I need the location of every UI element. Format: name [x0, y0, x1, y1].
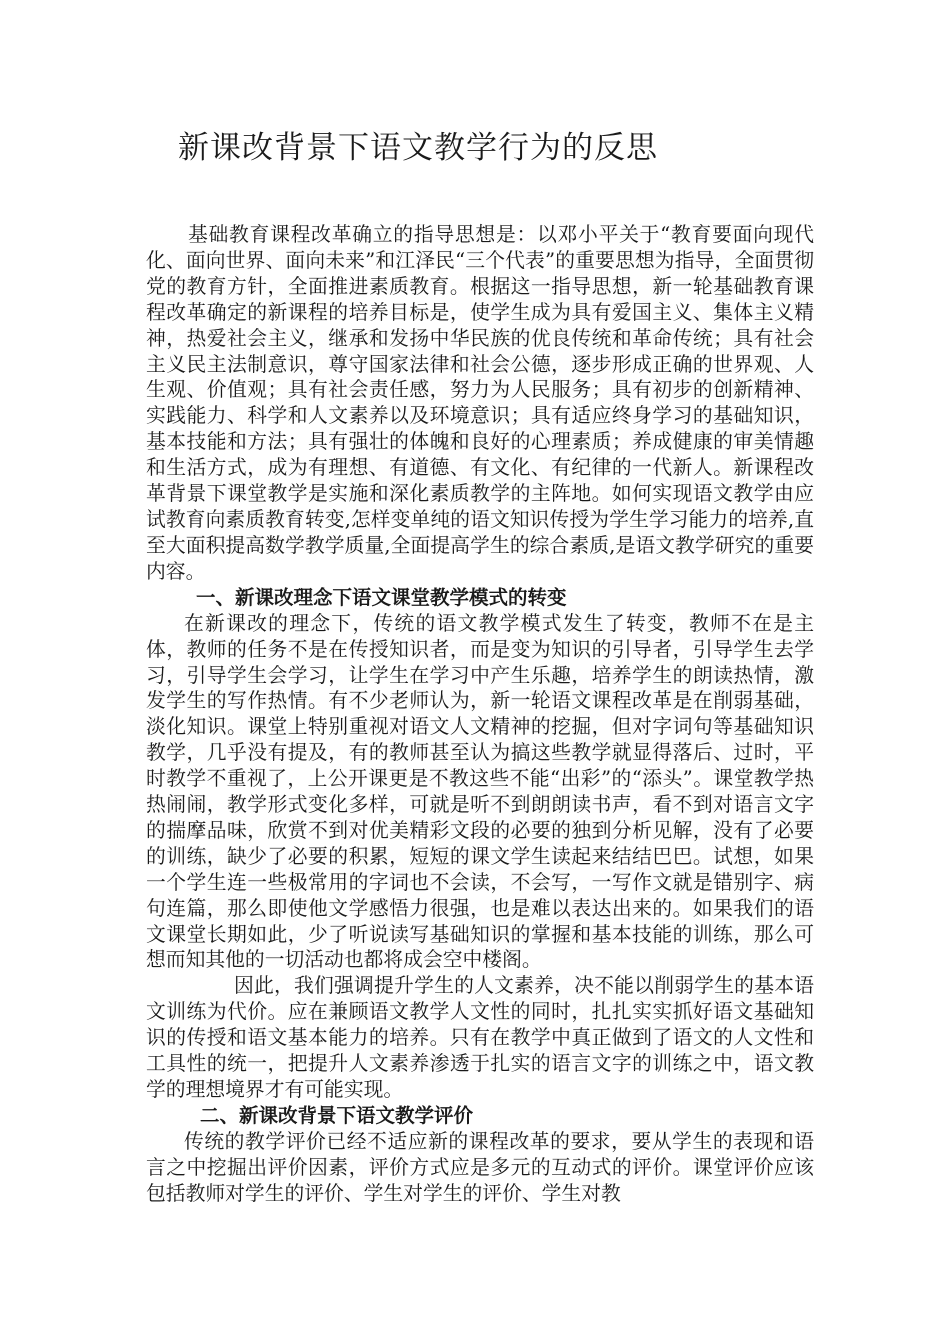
section-1-paragraph-2: 因此，我们强调提升学生的人文素养，决不能以削弱学生的基本语文训练为代价。应在兼顾语文教学人文性的同时，扎扎实实抓好语文基础知识的传授和语文基本能力的培养。只有在教学中真正做到了语文的人文性和工具性的统一，把提升人文素养渗透于扎实的语言文字的训练之中，语文教学的理想境界才有可能实现。: [146, 974, 814, 1101]
document-body: [146, 222, 814, 1207]
intro-paragraph: 基础教育课程改革确立的指导思想是：以邓小平关于“教育要面向现代化、面向世界、面向未来”和江泽民“三个代表”的重要思想为指导，全面贯彻党的教育方针，全面推进素质教育。根据这一指导思想，新一轮基础教育课程改革确定的新课程的培养目标是，使学生成为具有爱国主义、集体主义精神，热爱社会主义，继承和发扬中华民族的优良传统和革命传统；具有社会主义民主法制意识，尊守国家法律和社会公德，逐步形成正确的世界观、人生观、价值观；具有社会责任感，努力为人民服务；具有初步的创新精神、实践能力、科学和人文素养以及环境意识；具有适应终身学习的基础知识，基本技能和方法；具有强壮的体魄和良好的心理素质；养成健康的审美情趣和生活方式，成为有理想、有道德、有文化、有纪律的一代新人。新课程改革背景下课堂教学是实施和深化素质教学的主阵地。如何实现语文教学由应试教育向素质教育转变,怎样变单纯的语文知识传授为学生学习能力的培养,直至大面积提高数学教学质量,全面提高学生的综合素质,是语文教学研究的重要内容。: [146, 223, 814, 583]
document-title: 新课改背景下语文教学行为的反思: [178, 130, 658, 166]
section-2-paragraph-1: 传统的教学评价已经不适应新的课程改革的要求，要从学生的表现和语言之中挖掘出评价因素，评价方式应是多元的互动式的评价。课堂评价应该包括教师对学生的评价、学生对学生的评价、学生对教: [146, 1129, 814, 1205]
section-1-heading: 一、新课改理念下语文课堂教学模式的转变: [196, 585, 567, 609]
section-2-heading: 二、新课改背景下语文教学评价: [200, 1103, 474, 1127]
section-1-paragraph-1: 在新课改的理念下，传统的语文教学模式发生了转变，教师不在是主体，教师的任务不是在传授知识者，而是变为知识的引导者，引导学生去学习，引导学生会学习，让学生在学习中产生乐趣，培养学生的朗读热情，激发学生的写作热情。有不少老师认为，新一轮语文课程改革是在削弱基础，淡化知识。课堂上特别重视对语文人文精神的挖掘，但对字词句等基础知识教学，几乎没有提及，有的教师甚至认为搞这些教学就显得落后、过时，平时教学不重视了，上公开课更是不教这些不能“出彩”的“添头”。课堂教学热热闹闹，教学形式变化多样，可就是听不到朗朗读书声，看不到对语言文字的揣摩品味，欣赏不到对优美精彩文段的必要的独到分析见解，没有了必要的训练，缺少了必要的积累，短短的课文学生读起来结结巴巴。试想，如果一个学生连一些极常用的字词也不会读，不会写，一写作文就是错别字、病句连篇，那么即使他文学感悟力很强，也是难以表达出来的。如果我们的语文课堂长期如此，少了听说读写基础知识的掌握和基本技能的训练，那么可想而知其他的一切活动也都将成会空中楼阁。: [146, 611, 814, 972]
